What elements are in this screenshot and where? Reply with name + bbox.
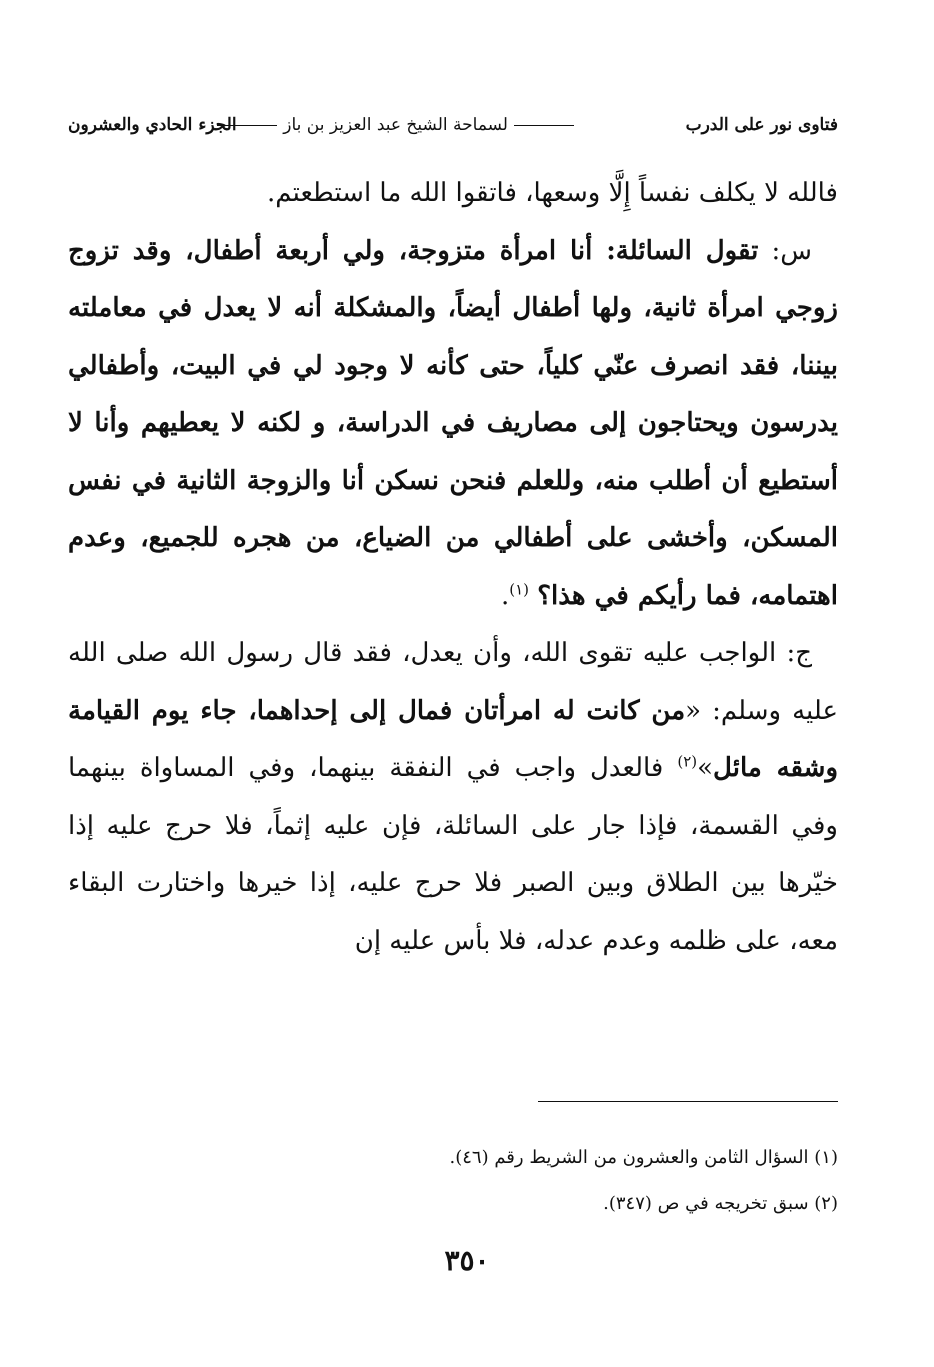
footnote-ref-2: (٢) bbox=[677, 752, 698, 771]
intro-line bbox=[68, 165, 838, 223]
header-part: الجزء الحادي والعشرون bbox=[68, 115, 237, 135]
question-paragraph: س: تقول السائلة: أنا امرأة متزوجة، ولي أربعة أطفال، وقد تزوج زوجي امرأة ثانية، ولها أطفال أيضاً، والمشكلة أنه لا يعدل في معاملته بيننا، فقد انصرف عنّي كلياً، حتى كأنه لا وجود لي في البيت، وأطفالي يدرسون ويحتاجون إلى مصاريف في الدراسة، و لكنه لا يعطيهم وأنا لا أستطيع أن أطلب منه، وللعلم فنحن نسكن أنا والزوجة الثانية في نفس المسكن، وأخشى على أطفالي من الضياع، من هجره للجميع، وعدم اهتمامه، فما رأيكم في هذا؟ $^{(١)}$. bbox=[68, 235, 838, 611]
header-book-title: فتاوى نور على الدرب bbox=[685, 115, 838, 135]
running-header bbox=[68, 108, 838, 142]
hadith-quote: من كانت له امرأتان فمال إلى إحداهما، جاء يوم القيامة وشقه مائل bbox=[68, 695, 838, 783]
answer-text-part1: الواجب عليه تقوى الله، وأن يعدل، فقد قال رسول الله صلى الله عليه وسلم: « bbox=[68, 638, 839, 726]
footnote-ref-1: (١) bbox=[509, 579, 529, 598]
footnote-1: (١) السؤال الثامن والعشرون من الشريط رقم (٤٦). bbox=[449, 1147, 838, 1168]
page-number: ٣٥٠ bbox=[444, 1244, 490, 1277]
question-text: تقول السائلة: أنا امرأة متزوجة، ولي أربعة أطفال، وقد تزوج زوجي امرأة ثانية، ولها أطفال أيضاً، والمشكلة أنه لا يعدل في معاملته بيننا، فقد انصرف عنّي كلياً، حتى كأنه لا وجود لي في البيت، وأطفالي يدرسون ويحتاجون إلى مصاريف في الدراسة، و لكنه لا يعطيهم وأنا لا أستطيع أن أطلب منه، وللعلم فنحن نسكن أنا والزوجة الثانية في نفس المسكن، وأخشى على أطفالي من الضياع، من هجره للجميع، وعدم اهتمامه، فما رأيكم في هذا؟ bbox=[68, 235, 838, 611]
hadith-close-mark: » bbox=[697, 753, 714, 783]
intro-line-text: فالله لا يكلف نفساً إِلَّا وسعها، فاتقوا الله ما استطعتم. bbox=[267, 178, 838, 208]
header-author-text: لسماحة الشيخ عبد العزيز بن باز bbox=[283, 115, 508, 135]
main-text bbox=[68, 165, 838, 970]
footnote-2: (٢) سبق تخريجه في ص (٣٤٧). bbox=[603, 1193, 838, 1214]
answer-marker: ج: bbox=[786, 638, 812, 668]
header-dash-right bbox=[514, 125, 574, 126]
header-author bbox=[211, 108, 580, 142]
question-marker: س: bbox=[771, 235, 813, 266]
answer-text-part2: فالعدل واجب في النفقة بينهما، وفي المساواة بينهما وفي القسمة، فإذا جار على السائلة، فإن عليه إثماً، فلا حرج عليه إذا خيّرها بين الطلاق وبين الصبر فلا حرج عليه، إذا خيرها واختارت البقاء معه، على ظلمه وعدم عدله، فلا بأس عليه إن bbox=[68, 753, 838, 956]
answer-paragraph bbox=[68, 625, 838, 970]
footnotes bbox=[68, 1135, 838, 1227]
footnote-separator bbox=[538, 1101, 838, 1102]
